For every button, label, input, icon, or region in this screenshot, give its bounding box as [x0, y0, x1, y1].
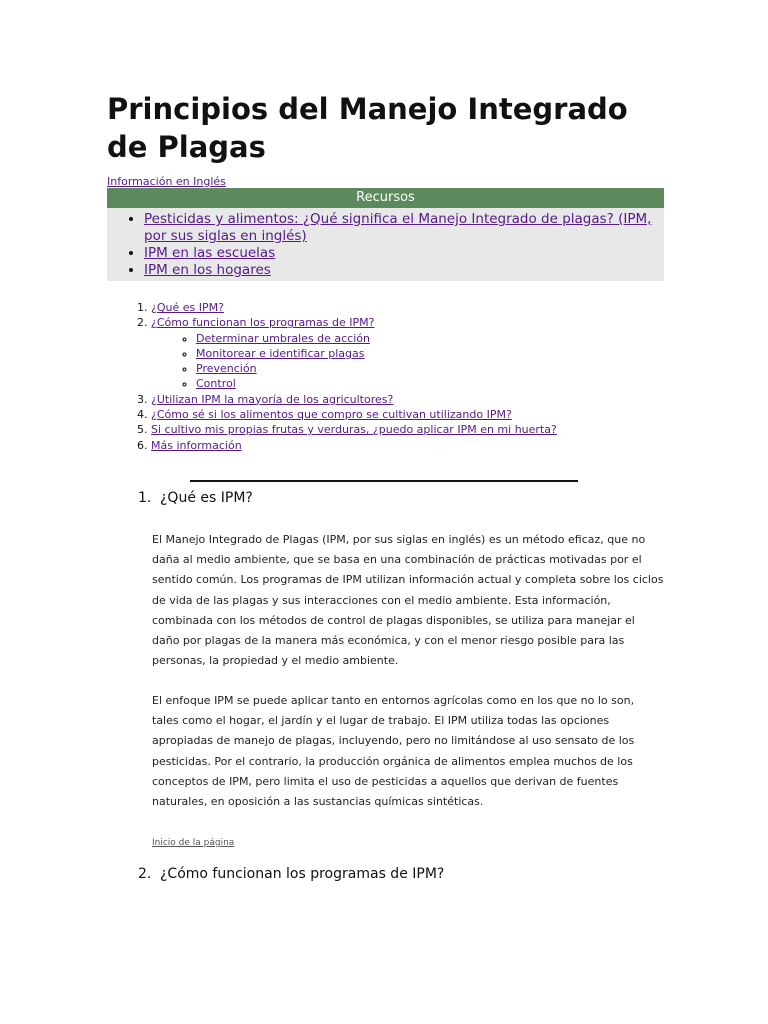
toc-subitem: [196, 361, 655, 376]
toc-item: [151, 315, 655, 391]
toc-sublist: [151, 331, 655, 392]
section-heading-2: [138, 865, 444, 883]
resources-header: Recursos: [107, 188, 664, 208]
toc-link-alimentos[interactable]: ¿Cómo sé si los alimentos que compro se cultivan utilizando IPM?: [151, 408, 512, 422]
toc-item: [151, 300, 655, 315]
paragraph-1: El Manejo Integrado de Plagas (IPM, por sus siglas en inglés) es un método eficaz, que no daña al medio ambiente, que se basa en una combinación de prácticas motivadas por el sentido común. Los programas de IPM utilizan información actual y completa sobre los ciclos de vida de las plagas y sus interacciones con el medio ambiente. Esta información, combinada con los métodos de control de plagas disponibles, se utiliza para manejar el daño por plagas de la manera más económica, y con el menor riesgo posible para las personas, la propiedad y el medio ambiente.: [152, 533, 664, 668]
toc-link-prevencion[interactable]: Prevención: [196, 362, 257, 376]
toc-link-control[interactable]: Control: [196, 377, 236, 391]
toc-link-huerta[interactable]: Si cultivo mis propias frutas y verduras, ¿puedo aplicar IPM en mi huerta?: [151, 423, 557, 437]
page-title: Principios del Manejo Integrado de Plagas: [107, 92, 628, 164]
resource-item: [144, 245, 664, 262]
toc-item: [151, 438, 655, 453]
toc-item: [151, 407, 655, 422]
section-divider: [190, 480, 578, 482]
toc-subitem: [196, 346, 655, 361]
english-info-link[interactable]: Información en Inglés: [107, 175, 226, 188]
resource-item: [144, 262, 664, 279]
toc-link-agricultores[interactable]: ¿Utilizan IPM la mayoría de los agricultores?: [151, 392, 394, 406]
toc-link-monitorear[interactable]: Monitorear e identificar plagas: [196, 346, 365, 360]
resources-box: [107, 188, 664, 281]
toc-link-que-es-ipm[interactable]: ¿Qué es IPM?: [151, 301, 224, 314]
toc-list: [135, 300, 655, 453]
section-title: ¿Cómo funcionan los programas de IPM?: [160, 866, 445, 882]
resources-list: [107, 211, 664, 279]
section-number: 1.: [138, 490, 152, 506]
toc-subitem: [196, 376, 655, 391]
toc-link-como-funcionan[interactable]: ¿Cómo funcionan los programas de IPM?: [151, 316, 375, 330]
toc-item: [151, 392, 655, 407]
toc-subitem: [196, 331, 655, 346]
resource-link-homes[interactable]: IPM en los hogares: [144, 262, 271, 278]
toc-item: [151, 422, 655, 437]
resource-link-pesticides[interactable]: Pesticidas y alimentos: ¿Qué significa el Manejo Integrado de plagas? (IPM, por sus siglas en inglés): [144, 211, 652, 244]
table-of-contents: [135, 300, 655, 453]
toc-link-mas-informacion[interactable]: Más información: [151, 438, 242, 452]
section-heading-1: [138, 489, 253, 507]
resource-item: [144, 211, 664, 245]
resource-link-schools[interactable]: IPM en las escuelas: [144, 245, 276, 261]
back-to-top-link[interactable]: Inicio de la página: [152, 838, 235, 848]
section-title: ¿Qué es IPM?: [160, 490, 253, 506]
section-number: 2.: [138, 866, 152, 882]
toc-link-umbrales[interactable]: Determinar umbrales de acción: [196, 331, 370, 345]
paragraph-2: El enfoque IPM se puede aplicar tanto en entornos agrícolas como en los que no lo son, tales como el hogar, el jardín y el lugar de trabajo. El IPM utiliza todas las opciones apropiadas de manejo de plagas, incluyendo, pero no limitándose al uso sensato de los pesticidas. Por el contrario, la producción orgánica de alimentos emplea muchos de los conceptos de IPM, pero limita el uso de pesticidas a aquellos que derivan de fuentes naturales, en oposición a las sustancias químicas sintéticas.: [152, 694, 635, 809]
